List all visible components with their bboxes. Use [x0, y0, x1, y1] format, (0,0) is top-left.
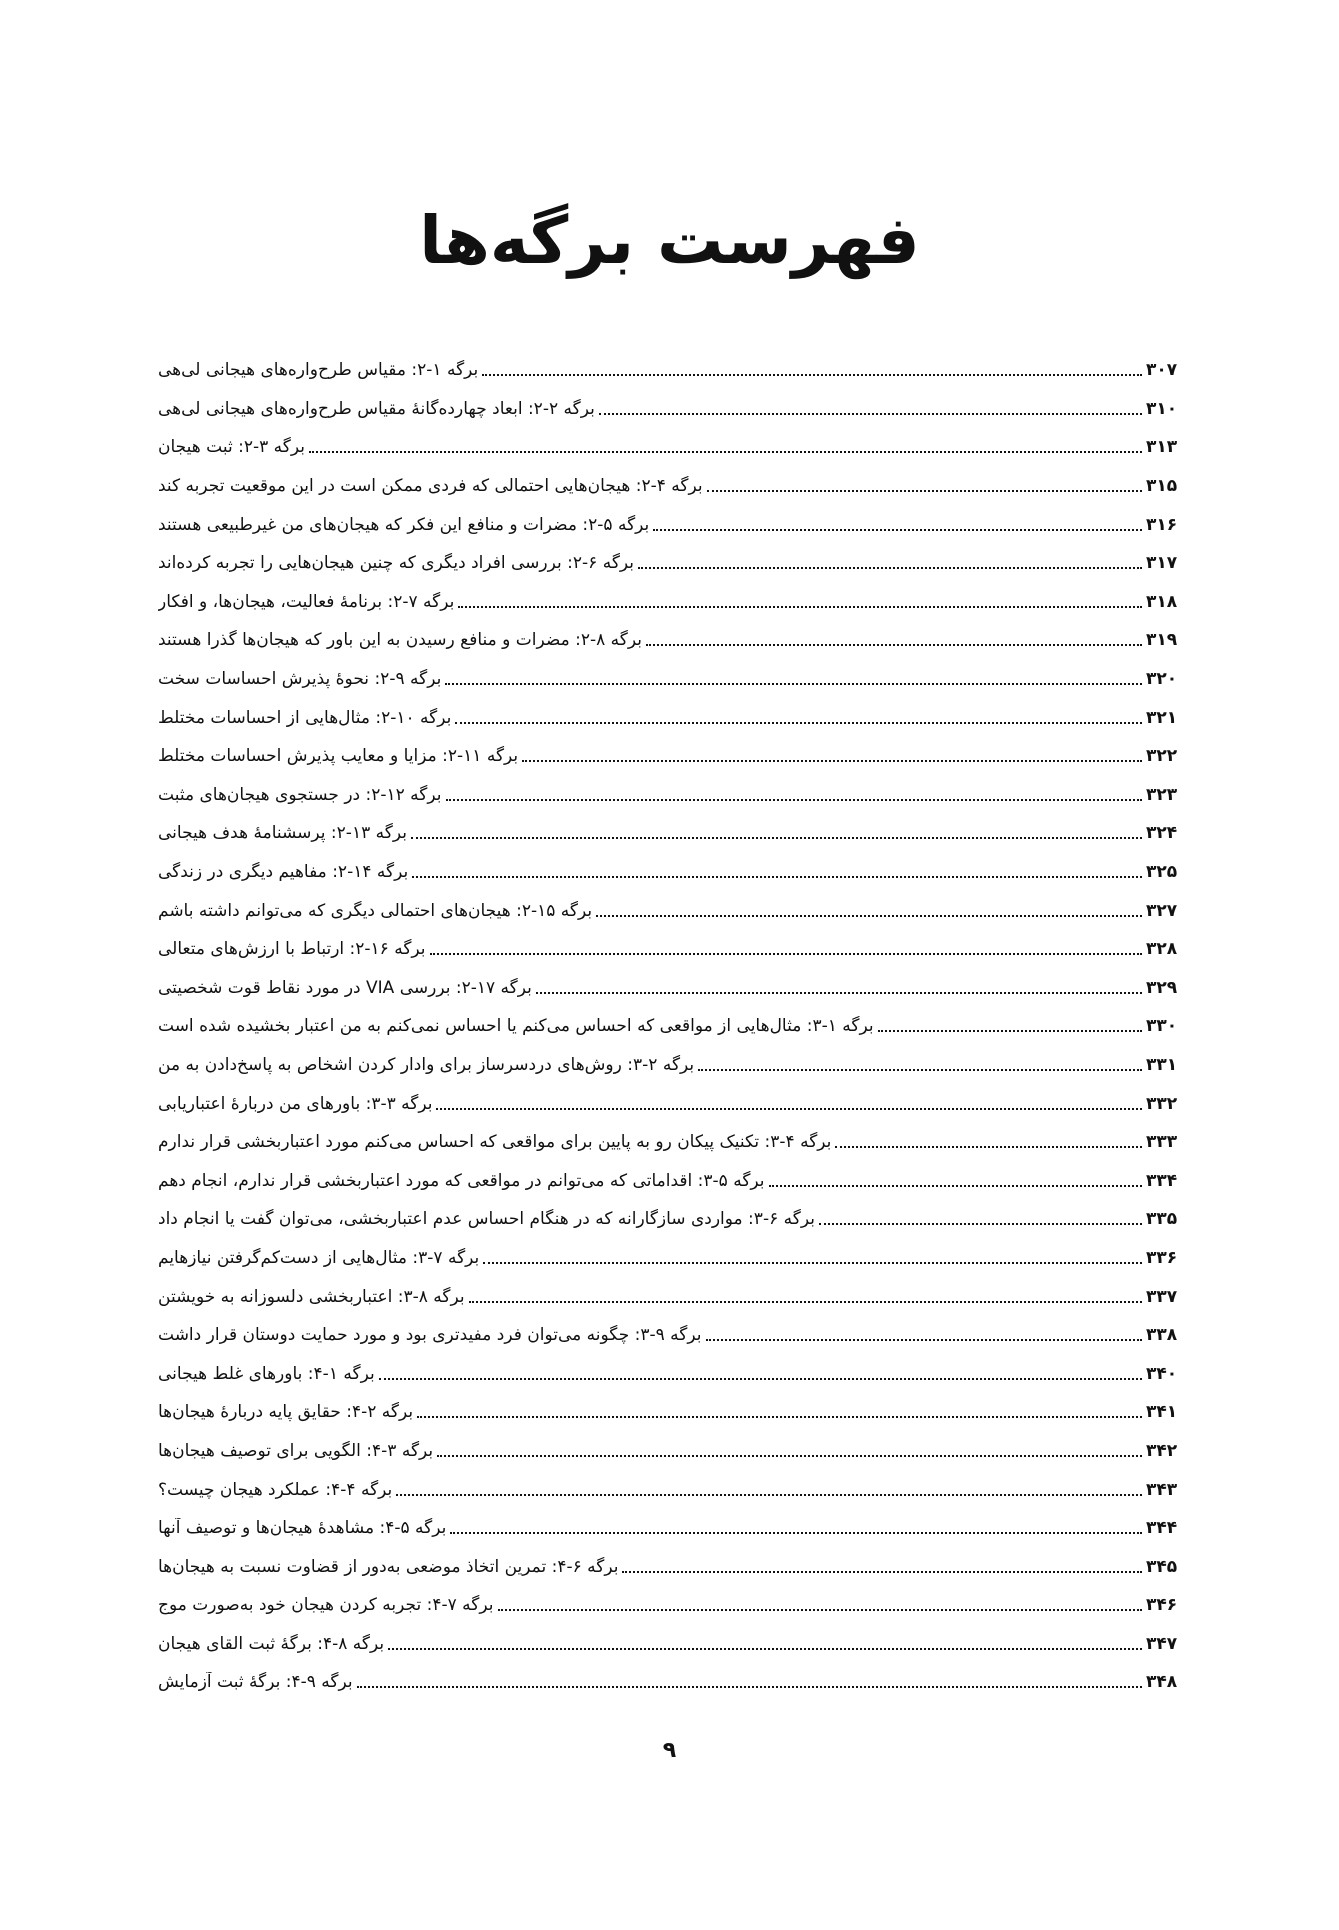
toc-entry-title: برگه ۱۳-۲: پرسشنامهٔ هدف هیجانی — [158, 823, 407, 844]
toc-entry — [158, 1046, 1190, 1085]
toc-entry-title: برگه ۶-۲: بررسی افراد دیگری که چنین هیجان‌هایی را تجربه کرده‌اند — [158, 553, 635, 574]
dot-leader — [878, 1030, 1142, 1032]
toc-entry — [158, 390, 1190, 429]
toc-entry-page: ۳۳۲ — [1146, 1093, 1178, 1114]
toc-entry — [158, 1316, 1190, 1355]
dot-leader — [706, 1339, 1143, 1341]
toc-entry — [158, 891, 1190, 930]
toc-entry — [158, 1354, 1190, 1393]
toc-entry-title: برگه ۲-۲: ابعاد چهارده‌گانهٔ مقیاس طرح‌واره‌های هیجانی لی‌هی — [158, 398, 595, 419]
toc-entry-page: ۳۱۶ — [1146, 514, 1178, 535]
toc-entry-page: ۳۴۱ — [1146, 1402, 1178, 1423]
dot-leader — [482, 374, 1142, 376]
toc-entry-title: برگه ۴-۲: هیجان‌هایی احتمالی که فردی ممکن است در این موقعیت تجربه کند — [158, 476, 703, 497]
toc-entry — [158, 505, 1190, 544]
dot-leader — [707, 490, 1142, 492]
toc-entry-title: برگه ۱-۲: مقیاس طرح‌واره‌های هیجانی لی‌هی — [158, 360, 479, 381]
toc-entry-page: ۳۱۵ — [1146, 476, 1178, 497]
toc-entry — [158, 1432, 1190, 1471]
toc-entry — [158, 1200, 1190, 1239]
toc-entry — [158, 1123, 1190, 1162]
dot-leader — [411, 837, 1142, 839]
toc-entry — [158, 930, 1190, 969]
dot-leader — [819, 1223, 1142, 1225]
dot-leader — [522, 760, 1142, 762]
toc-entry-page: ۳۱۷ — [1146, 553, 1178, 574]
dot-leader — [437, 1455, 1142, 1457]
dot-leader — [445, 683, 1142, 685]
toc-entry-page: ۳۴۰ — [1146, 1363, 1178, 1384]
toc-entry — [158, 1663, 1190, 1702]
toc-entry-title: برگه ۱-۴: باورهای غلط هیجانی — [158, 1363, 375, 1384]
page-title: فهرست برگه‌ها — [419, 202, 920, 279]
dot-leader — [638, 567, 1142, 569]
toc-entry-page: ۳۴۶ — [1146, 1595, 1178, 1616]
toc-entry — [158, 1470, 1190, 1509]
toc-entry — [158, 1547, 1190, 1586]
toc-entry — [158, 737, 1190, 776]
toc-entry-title: برگه ۱-۳: مثال‌هایی از مواقعی که احساس می‌کنم یا احساس نمی‌کنم به من اعتبار بخشیده شده است — [158, 1016, 874, 1037]
toc-entry-title: برگه ۹-۴: برگهٔ ثبت آزمایش — [158, 1672, 353, 1693]
toc-entry-title: برگه ۷-۴: تجربه کردن هیجان خود به‌صورت موج — [158, 1595, 494, 1616]
toc-entry — [158, 1277, 1190, 1316]
toc-entry-page: ۳۴۵ — [1146, 1556, 1178, 1577]
dot-leader — [396, 1494, 1142, 1496]
toc-entry-page: ۳۲۸ — [1146, 939, 1178, 960]
dot-leader — [379, 1378, 1142, 1380]
page-number: ۹ — [662, 1738, 677, 1763]
toc-entry-page: ۳۳۷ — [1146, 1286, 1178, 1307]
toc-entry-title: برگه ۸-۳: اعتباربخشی دلسوزانه به خویشتن — [158, 1286, 465, 1307]
toc-entry-title: برگه ۹-۲: نحوهٔ پذیرش احساسات سخت — [158, 669, 442, 690]
toc-entry-page: ۳۱۹ — [1146, 630, 1178, 651]
toc-entry-title: برگه ۸-۲: مضرات و منافع رسیدن به این باور که هیجان‌ها گذرا هستند — [158, 630, 642, 651]
toc-entry-title: برگه ۲-۳: روش‌های دردسرساز برای وادار کردن اشخاص به پاسخ‌دادن به من — [158, 1054, 695, 1075]
toc-entry-title: برگه ۸-۴: برگهٔ ثبت القای هیجان — [158, 1633, 385, 1654]
toc-entry-page: ۳۴۳ — [1146, 1479, 1178, 1500]
dot-leader — [357, 1686, 1142, 1688]
toc-entry — [158, 698, 1190, 737]
toc-entry-page: ۳۲۳ — [1146, 784, 1178, 805]
dot-leader — [446, 799, 1142, 801]
dot-leader — [417, 1416, 1142, 1418]
toc-entry — [158, 351, 1190, 390]
dot-leader — [698, 1069, 1142, 1071]
table-of-contents — [158, 351, 1190, 1702]
toc-entry-page: ۳۳۳ — [1146, 1132, 1178, 1153]
toc-entry-title: برگه ۹-۳: چگونه می‌توان فرد مفیدتری بود و مورد حمایت دوستان قرار داشت — [158, 1325, 702, 1346]
toc-entry — [158, 1509, 1190, 1548]
toc-entry — [158, 467, 1190, 506]
toc-entry-title: برگه ۶-۳: مواردی سازگارانه که در هنگام احساس عدم اعتباربخشی، می‌توان گفت یا انجام داد — [158, 1209, 815, 1230]
dot-leader — [430, 953, 1142, 955]
toc-entry-page: ۳۳۸ — [1146, 1325, 1178, 1346]
toc-entry — [158, 1084, 1190, 1123]
toc-entry-page: ۳۱۸ — [1146, 591, 1178, 612]
toc-entry-page: ۳۲۴ — [1146, 823, 1178, 844]
toc-entry-page: ۳۲۲ — [1146, 746, 1178, 767]
toc-entry — [158, 621, 1190, 660]
toc-entry-title: برگه ۱۷-۲: بررسی VIA در مورد نقاط قوت شخصیتی — [158, 977, 532, 998]
dot-leader — [388, 1648, 1142, 1650]
toc-entry-page: ۳۲۷ — [1146, 900, 1178, 921]
dot-leader — [412, 876, 1142, 878]
toc-entry-title: برگه ۱۵-۲: هیجان‌های احتمالی دیگری که می‌توانم داشته باشم — [158, 900, 593, 921]
toc-entry-page: ۳۳۱ — [1146, 1054, 1178, 1075]
dot-leader — [653, 529, 1142, 531]
dot-leader — [455, 722, 1142, 724]
toc-entry — [158, 776, 1190, 815]
toc-entry — [158, 544, 1190, 583]
toc-entry-page: ۳۱۰ — [1146, 398, 1178, 419]
toc-entry-page: ۳۲۵ — [1146, 862, 1178, 883]
toc-entry-title: برگه ۷-۳: مثال‌هایی از دست‌کم‌گرفتن نیازهایم — [158, 1247, 480, 1268]
toc-entry-title: برگه ۶-۴: تمرین اتخاذ موضعی به‌دور از قضاوت نسبت به هیجان‌ها — [158, 1556, 619, 1577]
toc-entry-page: ۳۳۵ — [1146, 1209, 1178, 1230]
toc-entry-title: برگه ۱۶-۲: ارتباط با ارزش‌های متعالی — [158, 939, 426, 960]
toc-entry-title: برگه ۴-۳: تکنیک پیکان رو به پایین برای مواقعی که احساس می‌کنم مورد اعتباربخشی قرار ندارم — [158, 1132, 832, 1153]
toc-entry — [158, 660, 1190, 699]
toc-entry — [158, 853, 1190, 892]
toc-entry-title: برگه ۳-۴: الگویی برای توصیف هیجان‌ها — [158, 1440, 434, 1461]
dot-leader — [596, 915, 1142, 917]
toc-entry — [158, 1239, 1190, 1278]
dot-leader — [835, 1146, 1142, 1148]
dot-leader — [458, 606, 1142, 608]
toc-entry-title: برگه ۵-۴: مشاهدهٔ هیجان‌ها و توصیف آنها — [158, 1518, 447, 1539]
toc-entry-title: برگه ۷-۲: برنامهٔ فعالیت، هیجان‌ها، و افکار — [158, 591, 455, 612]
toc-entry-page: ۳۱۳ — [1146, 437, 1178, 458]
toc-entry-title: برگه ۱۲-۲: در جستجوی هیجان‌های مثبت — [158, 784, 442, 805]
toc-entry-title: برگه ۳-۳: باورهای من دربارهٔ اعتباریابی — [158, 1093, 433, 1114]
toc-entry — [158, 814, 1190, 853]
toc-entry-page: ۳۲۹ — [1146, 977, 1178, 998]
toc-entry-title: برگه ۱۴-۲: مفاهیم دیگری در زندگی — [158, 862, 409, 883]
toc-entry-page: ۳۳۴ — [1146, 1170, 1178, 1191]
toc-entry-title: برگه ۱۰-۲: مثال‌هایی از احساسات مختلط — [158, 707, 452, 728]
dot-leader — [469, 1301, 1142, 1303]
toc-entry — [158, 1161, 1190, 1200]
toc-entry — [158, 583, 1190, 622]
toc-entry-page: ۳۲۱ — [1146, 707, 1178, 728]
dot-leader — [646, 644, 1142, 646]
toc-entry — [158, 1393, 1190, 1432]
toc-entry — [158, 1007, 1190, 1046]
toc-entry-page: ۳۳۰ — [1146, 1016, 1178, 1037]
toc-entry-page: ۳۴۴ — [1146, 1518, 1178, 1539]
dot-leader — [450, 1532, 1142, 1534]
dot-leader — [498, 1609, 1143, 1611]
toc-entry-title: برگه ۳-۲: ثبت هیجان — [158, 437, 305, 458]
dot-leader — [622, 1571, 1142, 1573]
toc-entry-page: ۳۴۸ — [1146, 1672, 1178, 1693]
toc-entry — [158, 428, 1190, 467]
dot-leader — [309, 451, 1142, 453]
toc-entry-title: برگه ۴-۴: عملکرد هیجان چیست؟ — [158, 1479, 393, 1500]
toc-entry — [158, 969, 1190, 1008]
toc-entry-page: ۳۲۰ — [1146, 669, 1178, 690]
toc-entry-page: ۳۴۷ — [1146, 1633, 1178, 1654]
toc-entry-page: ۳۳۶ — [1146, 1247, 1178, 1268]
dot-leader — [436, 1108, 1142, 1110]
toc-entry-page: ۳۴۲ — [1146, 1440, 1178, 1461]
dot-leader — [536, 992, 1142, 994]
toc-entry-title: برگه ۲-۴: حقایق پایه دربارهٔ هیجان‌ها — [158, 1402, 414, 1423]
toc-entry — [158, 1625, 1190, 1664]
toc-entry-title: برگه ۱۱-۲: مزایا و معایب پذیرش احساسات مختلط — [158, 746, 519, 767]
toc-entry — [158, 1586, 1190, 1625]
toc-entry-title: برگه ۵-۳: اقداماتی که می‌توانم در مواقعی که مورد اعتباربخشی قرار ندارم، انجام دهم — [158, 1170, 765, 1191]
dot-leader — [769, 1185, 1142, 1187]
dot-leader — [599, 413, 1142, 415]
dot-leader — [483, 1262, 1142, 1264]
toc-entry-title: برگه ۵-۲: مضرات و منافع این فکر که هیجان‌های من غیرطبیعی هستند — [158, 514, 650, 535]
toc-entry-page: ۳۰۷ — [1146, 360, 1178, 381]
